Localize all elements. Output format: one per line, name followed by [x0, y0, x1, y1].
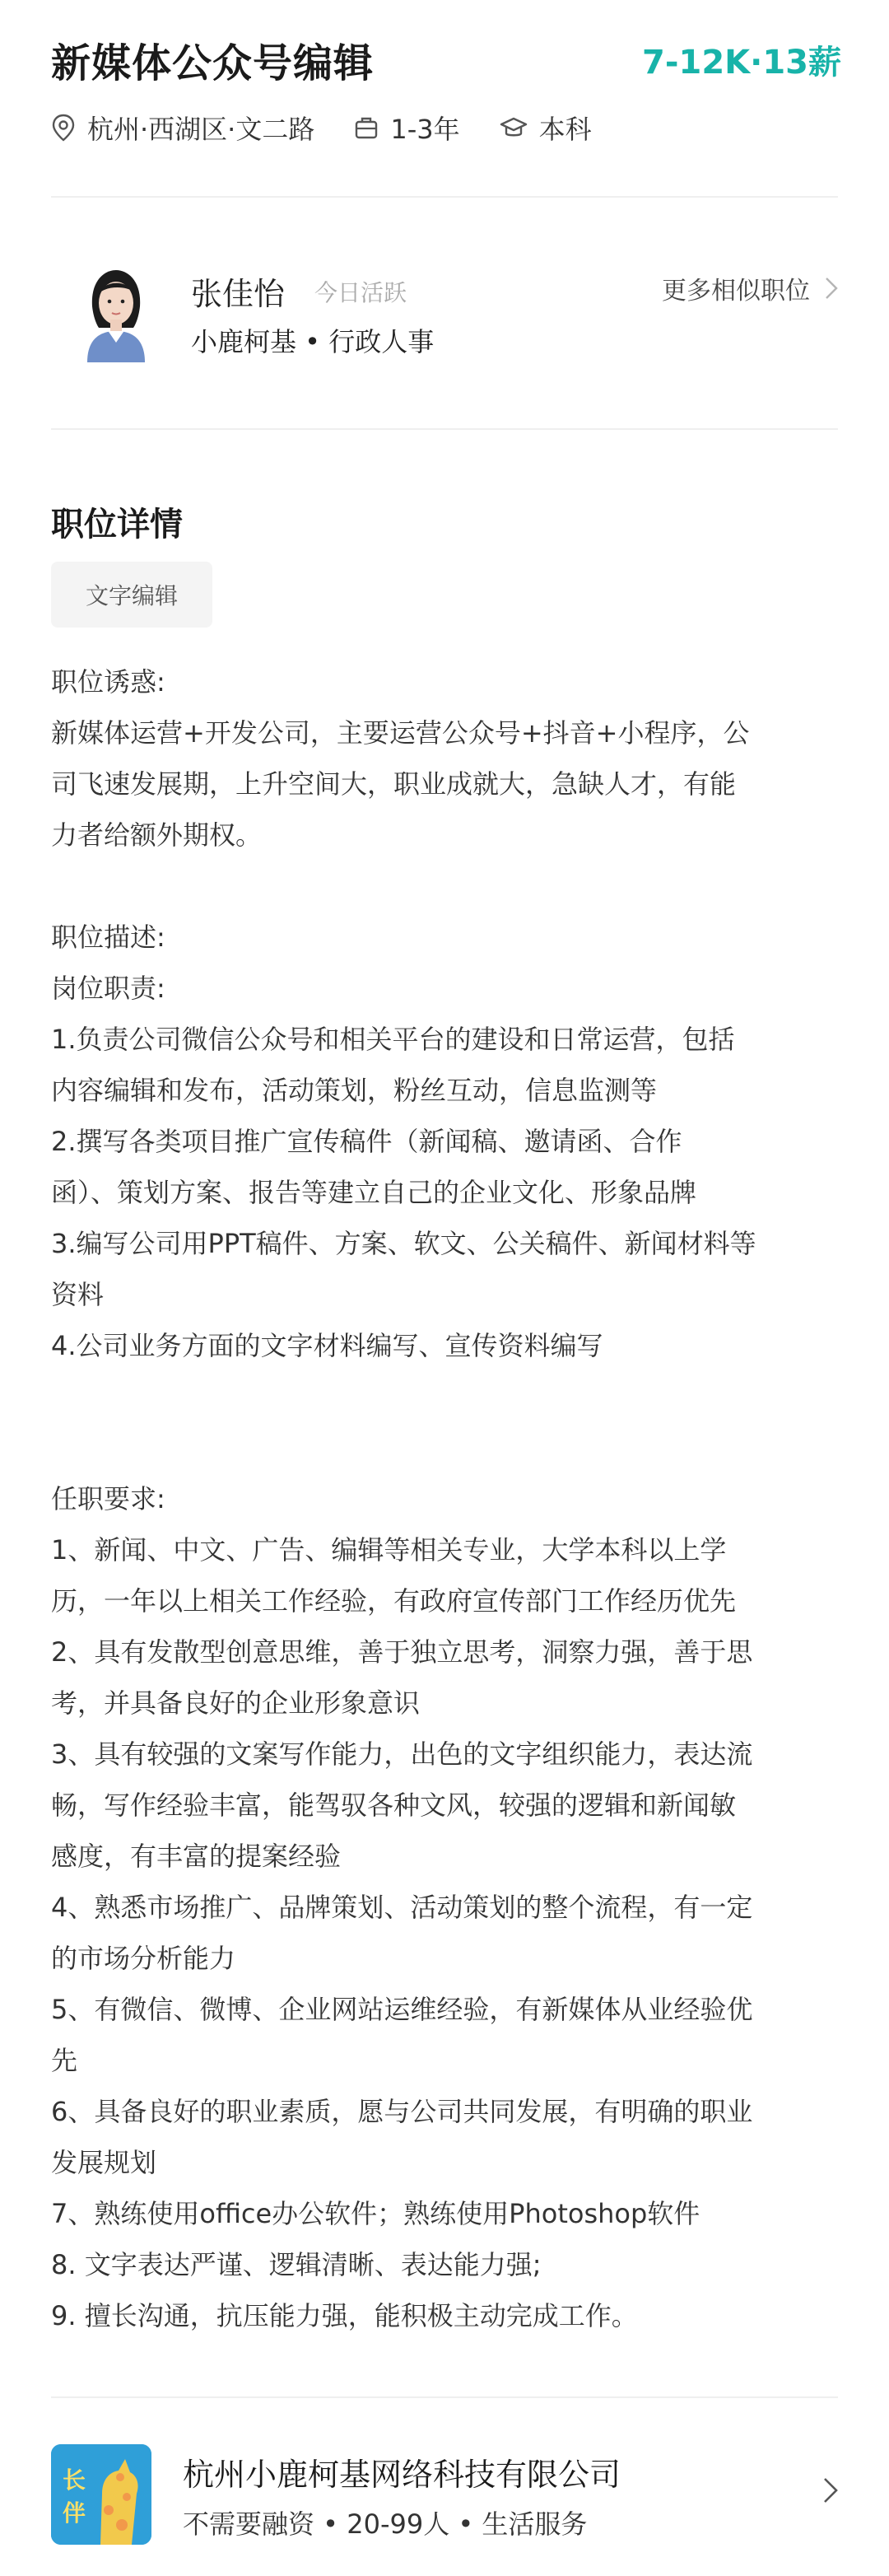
chevron-right-icon	[825, 277, 838, 300]
logo-text: 长	[63, 2466, 86, 2494]
skill-tag[interactable]: 文字编辑	[51, 562, 212, 628]
description-line: 新媒体运营+开发公司，主要运营公众号+抖音+小程序，公	[51, 717, 750, 749]
experience-text: 1-3年	[390, 114, 460, 145]
description-line: 5、有微信、微博、企业网站运维经验，有新媒体从业经验优	[51, 1994, 753, 2025]
description-line: 2、具有发散型创意思维，善于独立思考，洞察力强，善于思	[51, 1636, 753, 1668]
company-meta: 不需要融资 • 20-99人 • 生活服务	[183, 2508, 588, 2540]
education-text: 本科	[538, 114, 592, 145]
description-line: 的市场分析能力	[51, 1943, 236, 1974]
job-title: 新媒体公众号编辑	[51, 40, 375, 86]
description-line	[51, 1422, 841, 1473]
divider	[51, 196, 838, 198]
avatar	[79, 264, 153, 362]
description-line: 内容编辑和发布，活动策划，粉丝互动，信息监测等	[51, 1075, 658, 1106]
description-line: 4、熟悉市场推广、品牌策划、活动策划的整个流程，有一定	[51, 1892, 753, 1923]
description-line: 8. 文字表达严谨、逻辑清晰、表达能力强;	[51, 2249, 542, 2280]
location-icon	[51, 114, 76, 142]
description-line: 1、新闻、中文、广告、编辑等相关专业，大学本科以上学	[51, 1534, 727, 1566]
description-line: 职位诱惑:	[51, 666, 165, 698]
description-line: 发展规划	[51, 2147, 157, 2178]
description-line: 4.公司业务方面的文字材料编写、宣传资料编写	[51, 1330, 603, 1361]
description-line: 历，一年以上相关工作经验，有政府宣传部门工作经历优先	[51, 1585, 737, 1617]
job-meta-row	[51, 107, 631, 148]
description-line: 职位描述:	[51, 922, 165, 953]
description-line: 考，并具备良好的企业形象意识	[51, 1687, 421, 1719]
company-logo	[51, 2444, 151, 2545]
company-name: 杭州小鹿柯基网络科技有限公司	[183, 2457, 621, 2493]
salary-label: 7-12K·13薪	[642, 44, 841, 82]
description-line: 9. 擅长沟通，抗压能力强，能积极主动完成工作。	[51, 2300, 638, 2331]
company-card[interactable]	[51, 2444, 838, 2551]
briefcase-icon	[354, 115, 379, 140]
logo-text: 伴	[63, 2499, 86, 2527]
chevron-right-icon	[823, 2477, 838, 2504]
divider	[51, 428, 838, 430]
description-line	[51, 861, 841, 912]
description-line: 力者给额外期权。	[51, 819, 263, 851]
description-line: 6、具备良好的职业素质，愿与公司共同发展，有明确的职业	[51, 2096, 753, 2127]
description-line: 司飞速发展期，上升空间大，职业成就大，急缺人才，有能	[51, 768, 737, 800]
description-line: 资料	[51, 1279, 105, 1310]
description-line: 岗位职责:	[51, 973, 165, 1004]
location-text: 杭州·西湖区·文二路	[87, 114, 315, 145]
description-line: 3、具有较强的文案写作能力，出色的文字组织能力，表达流	[51, 1738, 753, 1770]
description-line: 感度，有丰富的提案经验	[51, 1841, 342, 1872]
description-line: 7、熟练使用office办公软件；熟练使用Photoshop软件	[51, 2198, 700, 2229]
description-line: 2.撰写各类项目推广宣传稿件（新闻稿、邀请函、合作	[51, 1126, 682, 1157]
job-description	[51, 656, 841, 2341]
recruiter-name: 张佳怡	[191, 276, 286, 312]
more-similar-label: 更多相似职位	[662, 277, 810, 306]
recruiter-status: 今日活跃	[314, 279, 407, 306]
divider	[51, 2396, 838, 2398]
description-line	[51, 1371, 841, 1422]
description-line: 先	[51, 2045, 78, 2076]
description-line: 任职要求:	[51, 1483, 165, 1514]
description-line: 畅，写作经验丰富，能驾驭各种文风，较强的逻辑和新闻敏	[51, 1790, 737, 1821]
recruiter-company-role: 小鹿柯基 • 行政人事	[191, 326, 435, 357]
section-title-job-details: 职位详情	[51, 506, 183, 544]
experience-item	[354, 109, 459, 147]
description-line: 1.负责公司微信公众号和相关平台的建设和日常运营，包括	[51, 1024, 735, 1055]
recruiter-card[interactable]	[51, 247, 838, 371]
location-item	[51, 109, 314, 147]
description-line: 3.编写公司用PPT稿件、方案、软文、公关稿件、新闻材料等	[51, 1228, 756, 1259]
more-similar-jobs-link[interactable]	[662, 270, 838, 306]
graduation-cap-icon	[500, 115, 528, 140]
education-item	[500, 109, 592, 147]
description-line: 函）、策划方案、报告等建立自己的企业文化、形象品牌	[51, 1177, 697, 1208]
